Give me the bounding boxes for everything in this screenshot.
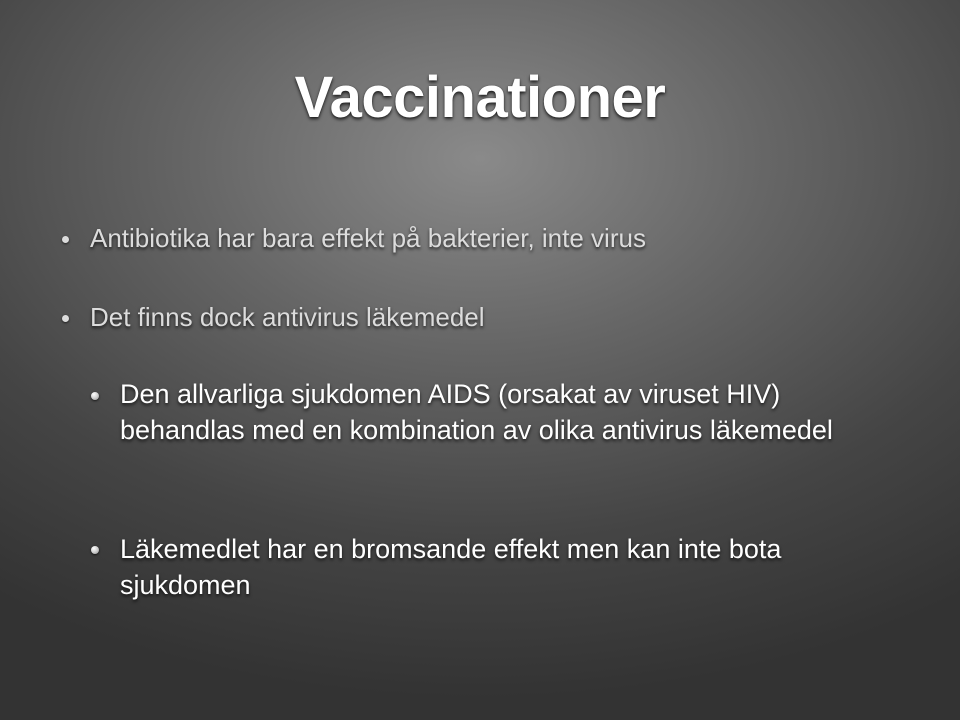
bullet-dot xyxy=(62,315,69,322)
bullet-dot xyxy=(62,236,69,243)
slide-title: Vaccinationer xyxy=(294,65,666,130)
sub-bullet-dot xyxy=(91,546,99,554)
sub-bullet-dot xyxy=(91,392,99,400)
sub-bullet-item: Den allvarliga sjukdomen AIDS (orsakat av viruset HIV) behandlas med en kombination av olika antivirus läkemedel xyxy=(120,379,833,445)
sub-bullet-item: Läkemedlet har en bromsande effekt men kan inte bota sjukdomen xyxy=(120,534,782,600)
bullet-item: Antibiotika har bara effekt på bakterier, inte virus xyxy=(90,223,646,253)
bullet-item: Det finns dock antivirus läkemedel xyxy=(90,302,485,332)
